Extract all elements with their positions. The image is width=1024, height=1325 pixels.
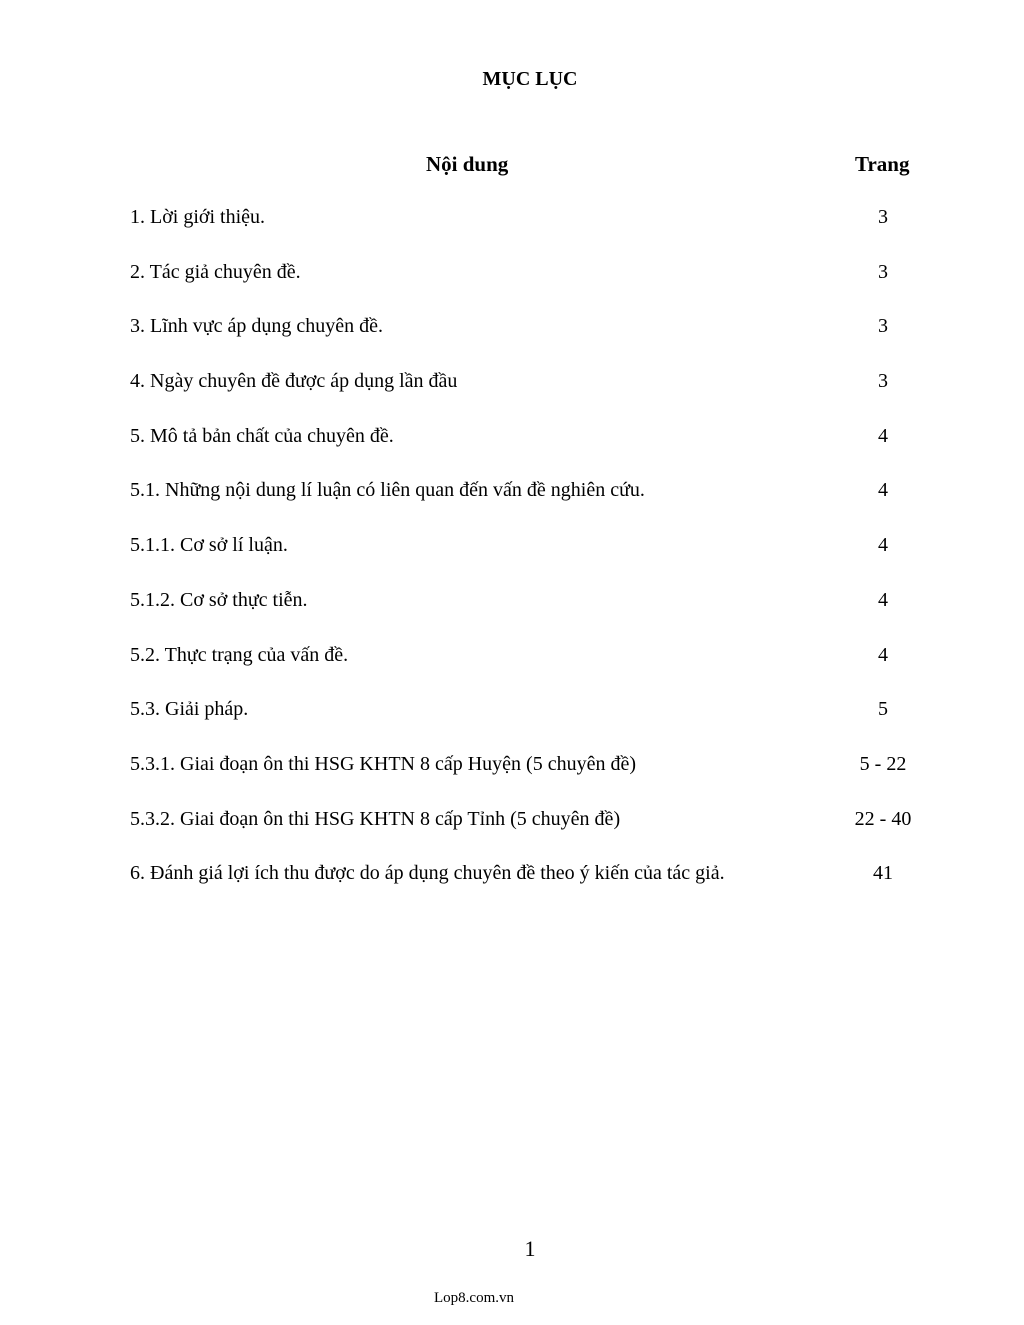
- toc-entry-page: 5: [878, 698, 888, 721]
- toc-entry: [130, 479, 930, 534]
- toc-entry-page: 4: [878, 588, 888, 611]
- table-of-contents: [130, 206, 930, 917]
- toc-entry: [130, 206, 930, 261]
- toc-entry-label: 4. Ngày chuyên đề được áp dụng lần đầu: [130, 370, 458, 393]
- toc-entry-label: 5.3. Giải pháp.: [130, 698, 249, 721]
- toc-entry: [130, 589, 930, 644]
- toc-entry-page: 4: [878, 479, 888, 502]
- toc-entry-label: 5.2. Thực trạng của vấn đề.: [130, 643, 349, 666]
- toc-entry-label: 5.1. Những nội dung lí luận có liên quan đến vấn đề nghiên cứu.: [130, 479, 645, 502]
- toc-entry: [130, 315, 930, 370]
- toc-entry: [130, 808, 930, 863]
- toc-entry-label: 2. Tác giả chuyên đề.: [130, 260, 301, 283]
- toc-entry-label: 6. Đánh giá lợi ích thu được do áp dụng chuyên đề theo ý kiến của tác giả.: [130, 862, 725, 885]
- toc-entry-label: 5.3.1. Giai đoạn ôn thi HSG KHTN 8 cấp Huyện (5 chuyên đề): [130, 752, 637, 775]
- toc-entry-page: 3: [878, 206, 888, 228]
- page-number: 1: [524, 1236, 536, 1261]
- toc-entry-label: 1. Lời giới thiệu.: [130, 206, 266, 228]
- toc-entry-page: 22 - 40: [854, 807, 912, 830]
- toc-entry-page: 5 - 22: [859, 752, 907, 775]
- toc-entry-page: 3: [878, 260, 888, 283]
- toc-entry-page: 4: [878, 534, 888, 557]
- toc-entry-page: 4: [878, 643, 888, 666]
- toc-entry: [130, 753, 930, 808]
- toc-entry-label: 3. Lĩnh vực áp dụng chuyên đề.: [130, 315, 383, 338]
- footer-watermark: Lop8.com.vn: [434, 1290, 514, 1306]
- column-header-content: Nội dung: [426, 152, 509, 176]
- toc-entry: [130, 534, 930, 589]
- toc-entry-page: 3: [878, 370, 888, 393]
- toc-entry: [130, 370, 930, 425]
- toc-entry: [130, 425, 930, 480]
- toc-entry: [130, 261, 930, 316]
- toc-entry-label: 5. Mô tả bản chất của chuyên đề.: [130, 424, 394, 447]
- toc-entry: [130, 698, 930, 753]
- toc-entry: [130, 862, 930, 917]
- toc-entry-page: 4: [878, 424, 888, 447]
- toc-entry: [130, 644, 930, 699]
- toc-entry-label: 5.3.2. Giai đoạn ôn thi HSG KHTN 8 cấp Tỉnh (5 chuyên đề): [130, 807, 621, 830]
- toc-entry-label: 5.1.1. Cơ sở lí luận.: [130, 534, 288, 557]
- toc-entry-label: 5.1.2. Cơ sở thực tiễn.: [130, 588, 308, 611]
- document-title: MỤC LỤC: [482, 68, 578, 90]
- toc-entry-page: 3: [878, 315, 888, 338]
- toc-entry-page: 41: [873, 862, 893, 885]
- column-header-page: Trang: [855, 152, 910, 176]
